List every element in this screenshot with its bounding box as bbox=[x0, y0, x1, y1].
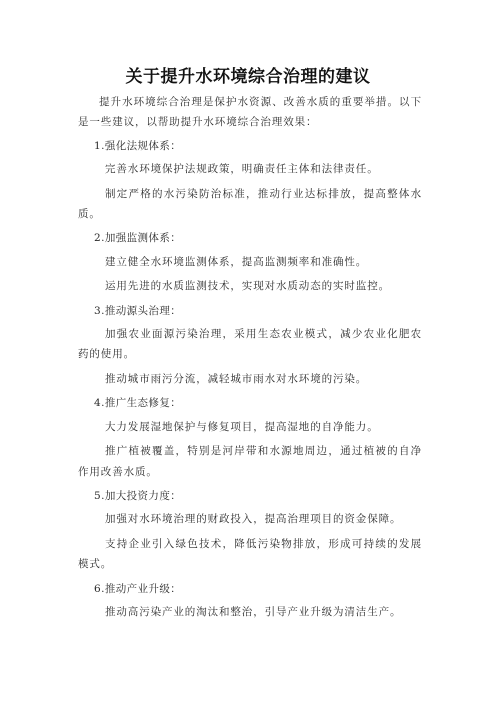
document-body bbox=[78, 92, 422, 626]
section-6-item-1: 推动高污染产业的淘汰和整治，引导产业升级为清洁生产。 bbox=[105, 605, 402, 618]
section-heading-2: 2.加强监测体系： bbox=[94, 232, 182, 245]
section-4-item-1: 大力发展湿地保护与修复项目，提高湿地的自净能力。 bbox=[105, 420, 379, 433]
section-2-item-1: 建立健全水环境监测体系，提高监测频率和准确性。 bbox=[105, 255, 368, 268]
document-title: 关于提升水环境综合治理的建议 bbox=[125, 67, 371, 87]
section-heading-4: 4.推广生态修复： bbox=[94, 397, 182, 410]
section-1-item-2: 制定严格的水污染防治标准，推动行业达标排放，提高整体水质。 bbox=[78, 187, 422, 221]
section-1-item-1: 完善水环境保护法规政策，明确责任主体和法律责任。 bbox=[105, 163, 379, 176]
section-heading-3: 3.推动源头治理： bbox=[94, 304, 182, 317]
section-5-item-2: 支持企业引入绿色技术，降低污染物排放，形成可持续的发展模式。 bbox=[78, 537, 422, 571]
section-3-item-1: 加强农业面源污染治理，采用生态农业模式，减少农业化肥农药的使用。 bbox=[78, 328, 422, 361]
intro-paragraph: 提升水环境综合治理是保护水资源、改善水质的重要举措。以下是一些建议，以帮助提升水环境综合治理效果： bbox=[78, 96, 422, 129]
section-heading-5: 5.加大投资力度： bbox=[94, 489, 182, 502]
section-5-item-1: 加强对水环境治理的财政投入，提高治理项目的资金保障。 bbox=[105, 513, 402, 526]
section-3-item-2: 推动城市雨污分流，减轻城市雨水对水环境的污染。 bbox=[105, 372, 368, 385]
section-heading-6: 6.推动产业升级： bbox=[94, 582, 182, 595]
section-4-item-2: 推广植被覆盖，特别是河岸带和水源地周边，通过植被的自净作用改善水质。 bbox=[78, 445, 422, 478]
section-heading-1: 1.强化法规体系： bbox=[94, 139, 182, 152]
section-2-item-2: 运用先进的水质监测技术，实现对水质动态的实时监控。 bbox=[105, 280, 390, 293]
